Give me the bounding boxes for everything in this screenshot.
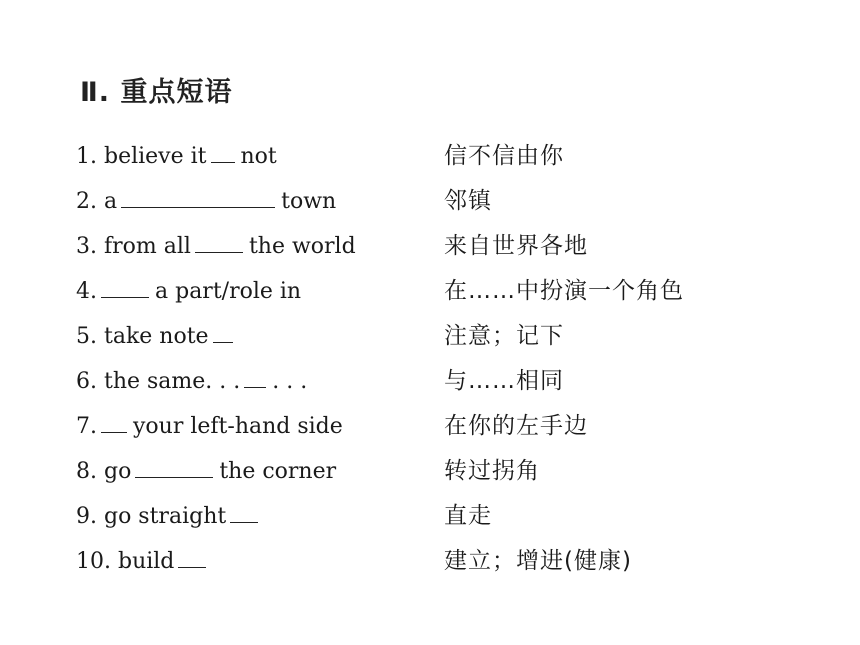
phrase-chinese: 在……中扮演一个角色: [444, 278, 684, 304]
phrase-english: 3. from all the world: [76, 234, 356, 259]
phrase-english: 5. take note: [76, 314, 239, 359]
answer-blank[interactable]: [230, 521, 258, 523]
phrase-chinese: 来自世界各地: [444, 233, 588, 259]
phrase-english: 6. the same. . . . . .: [76, 369, 308, 394]
answer-blank[interactable]: [195, 251, 243, 253]
list-item: [76, 404, 776, 449]
phrase-english: 10. build: [76, 539, 212, 584]
answer-blank[interactable]: [211, 161, 235, 163]
phrase-english: 8. go the corner: [76, 459, 337, 484]
phrase-english: 2. a town: [76, 189, 337, 214]
phrase-chinese: 邻镇: [444, 188, 492, 214]
list-item: [76, 449, 776, 494]
phrase-english: 9. go straight: [76, 494, 264, 539]
phrase-english: 1. believe it not: [76, 144, 277, 169]
phrase-english: 7. your left-hand side: [76, 414, 343, 439]
list-item: [76, 224, 776, 269]
phrase-chinese: 在你的左手边: [444, 413, 588, 439]
answer-blank[interactable]: [135, 476, 213, 478]
list-item: [76, 134, 776, 179]
answer-blank[interactable]: [121, 206, 275, 208]
phrase-english: 4. a part/role in: [76, 279, 302, 304]
phrase-chinese: 注意；记下: [444, 323, 564, 349]
list-item: [76, 269, 776, 314]
answer-blank[interactable]: [101, 431, 127, 433]
list-item: [76, 539, 776, 584]
answer-blank[interactable]: [244, 386, 266, 388]
answer-blank[interactable]: [178, 566, 206, 568]
phrase-chinese: 直走: [444, 503, 492, 529]
phrase-chinese: 与……相同: [444, 368, 564, 394]
list-item: [76, 314, 776, 359]
list-item: [76, 179, 776, 224]
phrase-list: [76, 134, 776, 584]
answer-blank[interactable]: [213, 341, 233, 343]
section-title: Ⅱ. 重点短语: [80, 77, 233, 108]
phrase-chinese: 信不信由你: [444, 143, 564, 169]
list-item: [76, 494, 776, 539]
phrase-chinese: 建立；增进(健康): [444, 548, 632, 574]
list-item: [76, 359, 776, 404]
phrase-chinese: 转过拐角: [444, 458, 540, 484]
answer-blank[interactable]: [101, 296, 149, 298]
